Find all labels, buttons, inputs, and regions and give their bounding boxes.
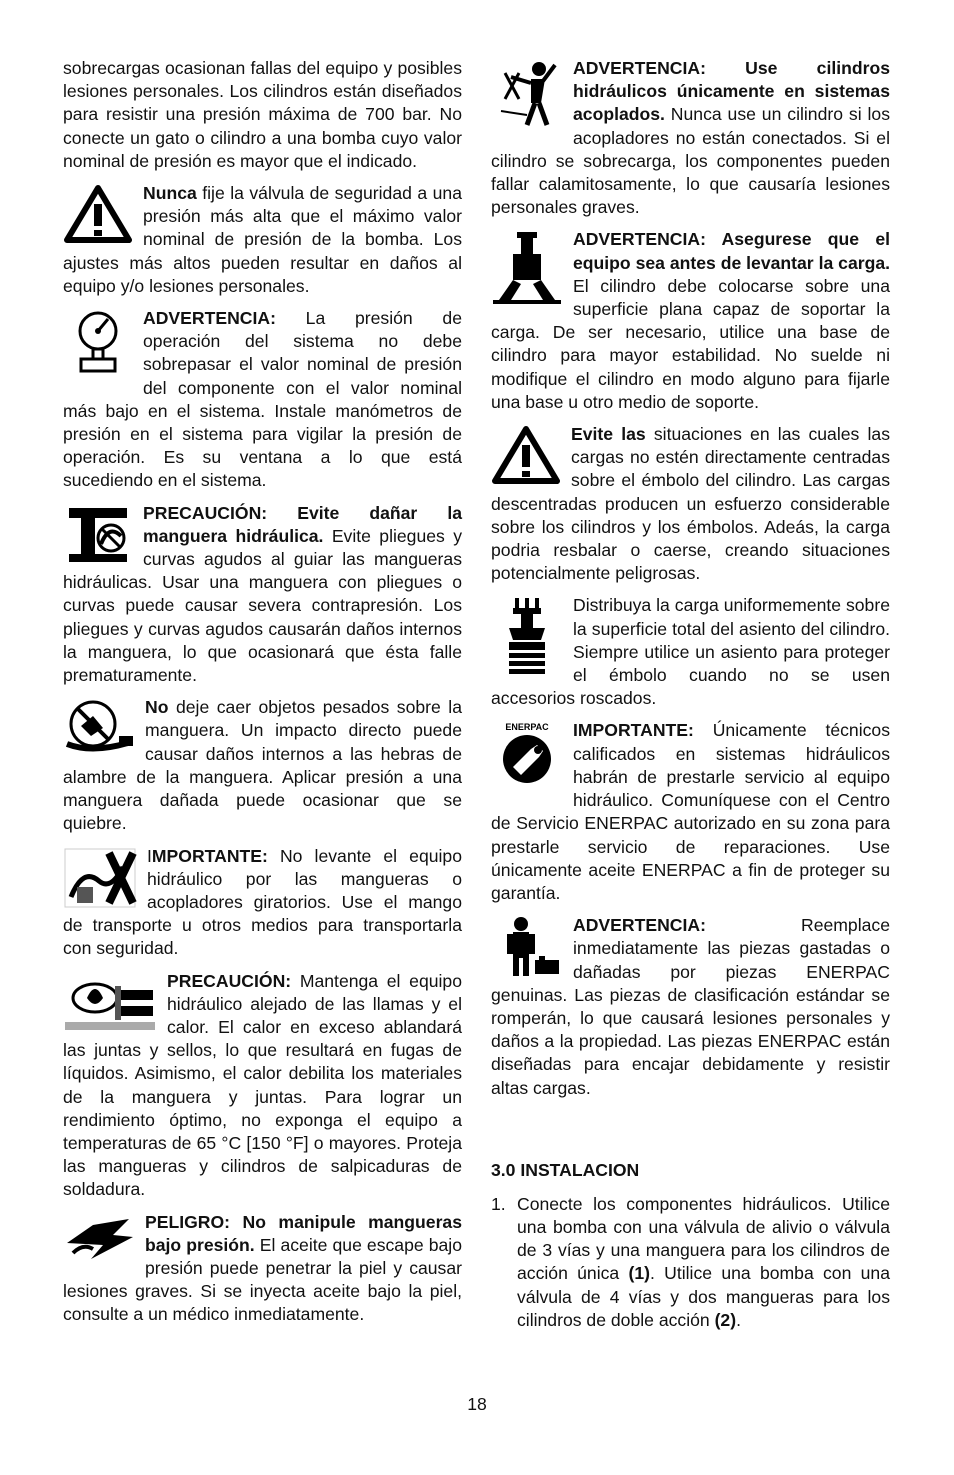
- paragraph-text: No levante el equipo hidráulico por las mangueras o acopladores giratorios. Use el mango de transporte u otros medios para transportarla con seguridad.: [63, 845, 462, 959]
- paragraph-text: Evite pliegues y curvas agudos al guiar las mangueras hidráulicas. Usar una manguera con pliegues o curvas puede causar severa contrapresión. Los pliegues y curvas agudos causarán daños internos la manguera, lo que ocasionará que ésta falle prematuramente.: [63, 525, 462, 686]
- warning-triangle-icon: [491, 425, 561, 485]
- paragraph-bold: Nunca: [143, 183, 197, 204]
- paragraph-bold: ADVERTENCIA:: [573, 915, 706, 936]
- paragraph-bold: ADVERTENCIA:: [143, 308, 276, 329]
- cylinder-saddle-icon: [491, 596, 563, 676]
- paragraph-gauge: [63, 307, 462, 493]
- paragraph-bold: MPORTANTE:: [151, 845, 268, 866]
- left-column: [63, 57, 462, 1336]
- list-item: [491, 1193, 890, 1332]
- paragraph-safety-valve: [63, 182, 462, 298]
- paragraph-text: sobrecargas ocasionan fallas del equipo y posibles lesiones personales. Los cilindros están diseñados para resistir una presión máxima de 700 bar. No conecte un gato o cilindro a una bomba cuyo valor nominal de presión es mayor que el indicado.: [63, 58, 462, 171]
- paragraph-service: [491, 719, 890, 905]
- hose-kink-icon: [63, 504, 133, 564]
- paragraph-text: Mantenga el equipo hidráulico alejado de las llamas y el calor. El calor en exceso ablandará las juntas y sellos, lo que resultará en fugas de líquidos. Asimismo, el calor debilita los materiales de la manguera y juntas. Para lograr un rendimiento óptimo, no exponga el equipo a temperaturas de 65 °C [150 °F] o mayores. Proteja las mangueras y cilindros de salpicaduras de soldadura.: [63, 970, 462, 1200]
- no-drop-on-hose-icon: [63, 698, 135, 756]
- paragraph-text: Reemplace inmediatamente las piezas gastadas o dañadas por piezas ENERPAC genuinas. Las piezas de clasificación estándar se romperán, lo que causará lesiones personales y daños a la propiedad. Las piezas ENERPAC están diseñadas para encajar debidamente y resistir altas cargas.: [491, 915, 890, 1098]
- paragraph-coupled: [491, 57, 890, 219]
- paragraph-bold: Evite las: [571, 424, 646, 445]
- pressure-gauge-icon: [63, 309, 133, 375]
- list-text: . Utilice una bomba con una válvula de 4 vías y dos mangueras para los cilindros de doble acción: [517, 1263, 890, 1330]
- paragraph-saddle: [491, 594, 890, 710]
- paragraph-text: La presión de operación del sistema no debe sobrepasar el valor nominal de presión del componente con el valor nominal más bajo en el sistema. Instale manómetros de presión en el sistema para vigilar la presión de operación. Es su ventana a lo que está sucediendo en el sistema.: [63, 308, 462, 491]
- paragraph-no-drop: [63, 696, 462, 835]
- paragraph-text: Nunca use un cilindro si los acopladores no están conectados. Si el cilindro se sobrecarga, los componentes pueden fallar calamitosamente, lo que causaría lesiones personales graves.: [491, 104, 890, 218]
- enerpac-logo-text: ENERPAC: [505, 722, 549, 733]
- list-text: Conecte los componentes hidráulicos. Utilice una bomba con una válvula de alivio o válvula de 3 vías y una manguera para los cilindros de acción única: [517, 1193, 890, 1284]
- paragraph-heat: [63, 970, 462, 1202]
- paragraph-overload: [63, 57, 462, 173]
- list-bold: (2): [714, 1309, 737, 1330]
- paragraph-bold: ADVERTENCIA: Use cilindros hidráulicos únicamente en sistemas acoplados.: [573, 58, 890, 125]
- paragraph-no-lift: [63, 845, 462, 961]
- paragraph-bold: IMPORTANTE:: [573, 720, 694, 741]
- right-column: [491, 57, 890, 1332]
- cylinder-base-icon: [491, 230, 563, 306]
- paragraph-off-center: [491, 423, 890, 585]
- section-heading: 3.0 INSTALACION: [491, 1159, 640, 1180]
- paragraph-bold: PELIGRO: No manipule mangueras bajo presión.: [145, 1211, 462, 1255]
- warning-triangle-icon: [63, 184, 133, 244]
- section-spacer: [491, 1109, 890, 1160]
- coupled-system-icon: [491, 59, 563, 129]
- paragraph-text: Distribuya la carga uniformemente sobre la superficie total del asiento del cilindro. Siempre utilice un asiento para proteger el émbolo cuando no se usen accesorios roscados.: [491, 595, 890, 709]
- paragraph-text: I: [147, 845, 152, 866]
- pressurized-hose-danger-icon: [63, 1213, 135, 1265]
- paragraph-text: Únicamente técnicos calificados en sistemas hidráulicos habrán de prestarle servicio al equipo hidráulico. Comuníquese con el Centro de Servicio ENERPAC autorizado en su zona para prestarle servicio de reparaciones. Use únicamente aceite ENERPAC a fin de proteger su garantía.: [491, 720, 890, 903]
- list-bold: (1): [628, 1263, 650, 1284]
- heat-flame-icon: [63, 972, 157, 1034]
- paragraph-bold: No: [145, 697, 169, 718]
- paragraph-text: El cilindro debe colocarse sobre una superficie plana capaz de soportar la carga. De ser necesario, utilice una base de cilindro para mayor estabilidad. No suelde ni modifique el cilindro en modo alguno para fijarle una base u otro medio de soporte.: [491, 275, 890, 412]
- paragraph-text: situaciones en las cuales las cargas no estén directamente centradas sobre el émbolo del cilindro. Las cargas descentradas producen un esfuerzo considerable sobre los cilindros y los émbolos. Adeás, la carga podria resbalar o caerse, creando situaciones potencialmente peligrosas.: [491, 424, 890, 584]
- paragraph-bold: ADVERTENCIA: Asegurese que el equipo sea antes de levantar la carga.: [573, 229, 890, 273]
- paragraph-danger: [63, 1211, 462, 1327]
- paragraph-text: fije la válvula de seguridad a una presión más alta que el máximo valor nominal de presión de la bomba. Los ajustes más altos pueden resultar en daños al equipo y/o lesiones personales.: [63, 183, 462, 296]
- paragraph-hose-kink: [63, 502, 462, 688]
- replace-parts-icon: [491, 916, 563, 978]
- paragraph-text: deje caer objetos pesados sobre la manguera. Un impacto directo puede causar daños internos a las hebras de alambre de la manguera. Aplicar presión a una manguera dañada puede ocasionar que se quiebre.: [63, 697, 462, 834]
- list-number: 1.: [491, 1193, 506, 1214]
- no-lift-by-hose-icon: [63, 847, 137, 909]
- paragraph-bold: PRECAUCIÓN:: [167, 970, 292, 991]
- page-number: 18: [467, 1394, 487, 1414]
- paragraph-cylinder-base: [491, 228, 890, 414]
- paragraph-text: El aceite que escape bajo presión puede penetrar la piel y causar lesiones graves. Si se inyecta aceite bajo la piel, consulte a un médico inmediatamente.: [63, 1234, 462, 1325]
- enerpac-service-icon: [491, 721, 563, 787]
- list-text: .: [736, 1309, 741, 1330]
- paragraph-replace-parts: [491, 914, 890, 1100]
- paragraph-bold: PRECAUCIÓN: Evite dañar la manguera hidráulica.: [143, 502, 462, 546]
